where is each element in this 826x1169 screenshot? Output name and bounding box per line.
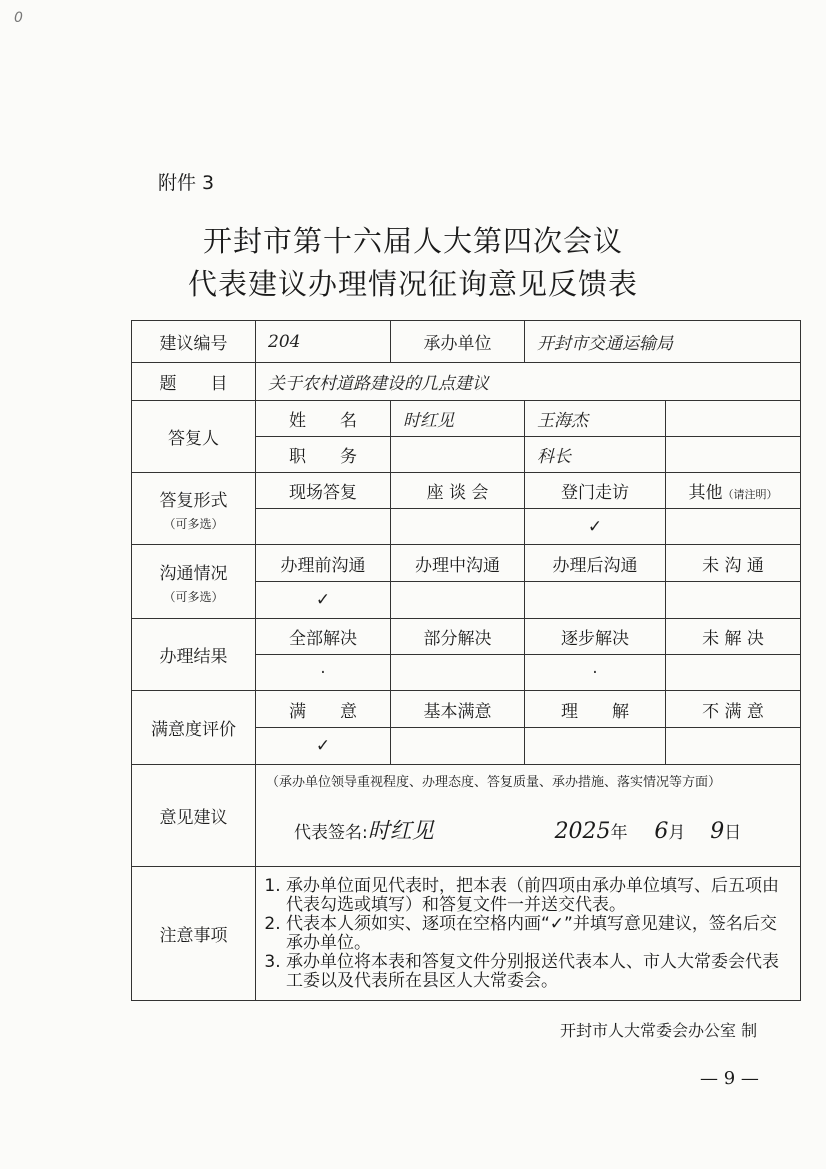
comm-option-after: 办理后沟通 bbox=[525, 545, 666, 582]
sat-option-understand: 理 解 bbox=[525, 691, 666, 728]
notes-item-1: 1. 承办单位面见代表时，把本表（前四项由承办单位填写、后五项由代表勾选或填写）和答复文件一并送交代表。 bbox=[286, 877, 790, 915]
duty-label: 职 务 bbox=[256, 437, 391, 473]
sat-option-unsatisfied: 不 满 意 bbox=[666, 691, 801, 728]
duty-value-2: 科长 bbox=[525, 437, 666, 473]
result-option-part: 部分解决 bbox=[391, 619, 525, 655]
result-option-gradual: 逐步解决 bbox=[525, 619, 666, 655]
comm-check-none[interactable] bbox=[666, 582, 801, 619]
reply-form-sub: （可多选） bbox=[163, 516, 224, 531]
attachment-label: 附件 3 bbox=[158, 172, 215, 194]
responder-label: 答复人 bbox=[132, 401, 256, 473]
result-check-part[interactable] bbox=[391, 655, 525, 691]
sat-check-satisfied[interactable]: ✓ bbox=[256, 728, 391, 765]
sat-check-basic[interactable] bbox=[391, 728, 525, 765]
sat-check-understand[interactable] bbox=[525, 728, 666, 765]
undertaking-unit-value: 开封市交通运输局 bbox=[525, 321, 801, 363]
notes-item-3: 3. 承办单位将本表和答复文件分别报送代表本人、市人大常委会代表工委以及代表所在县区人大常委会。 bbox=[286, 953, 790, 991]
notes-item-2: 2. 代表本人须如实、逐项在空格内画“✓”并填写意见建议，签名后交承办单位。 bbox=[286, 915, 790, 953]
result-label: 办理结果 bbox=[132, 619, 256, 691]
reply-check-other[interactable] bbox=[666, 509, 801, 545]
opinion-cell[interactable] bbox=[256, 765, 801, 867]
suggestion-number-value: 204 bbox=[256, 321, 391, 363]
reply-check-visit[interactable]: ✓ bbox=[525, 509, 666, 545]
result-check-none[interactable] bbox=[666, 655, 801, 691]
result-option-none: 未 解 决 bbox=[666, 619, 801, 655]
topic-value: 关于农村道路建设的几点建议 bbox=[256, 363, 801, 401]
sat-option-basic: 基本满意 bbox=[391, 691, 525, 728]
opinion-label: 意见建议 bbox=[132, 765, 256, 867]
reply-form-label: 答复形式 bbox=[159, 490, 228, 511]
name-value-1: 时红见 bbox=[391, 401, 525, 437]
page-number: — 9 — bbox=[700, 1068, 759, 1089]
signature-label: 代表签名: bbox=[294, 823, 368, 843]
reply-check-onsite[interactable] bbox=[256, 509, 391, 545]
form-title-line1: 开封市第十六届人大第四次会议 bbox=[202, 224, 623, 258]
comm-check-during[interactable] bbox=[391, 582, 525, 619]
reply-check-meeting[interactable] bbox=[391, 509, 525, 545]
signature-value: 时红见 bbox=[367, 819, 434, 844]
date-day: 9 bbox=[710, 819, 725, 844]
corner-mark: 0 bbox=[14, 10, 23, 26]
reply-option-onsite: 现场答复 bbox=[256, 473, 391, 509]
date-month: 6 bbox=[654, 819, 669, 844]
signature-row bbox=[256, 814, 800, 845]
reply-option-meeting: 座 谈 会 bbox=[391, 473, 525, 509]
reply-option-visit: 登门走访 bbox=[525, 473, 666, 509]
date-year: 2025 bbox=[554, 819, 611, 844]
feedback-form-table bbox=[131, 320, 801, 1001]
result-option-all: 全部解决 bbox=[256, 619, 391, 655]
result-check-gradual[interactable]: · bbox=[525, 655, 666, 691]
reply-option-other-label: 其他 bbox=[688, 483, 723, 503]
date-day-char: 日 bbox=[724, 823, 742, 843]
reply-option-other bbox=[666, 473, 801, 509]
duty-value-3 bbox=[666, 437, 801, 473]
name-label: 姓 名 bbox=[256, 401, 391, 437]
suggestion-number-label: 建议编号 bbox=[132, 321, 256, 363]
sat-check-unsatisfied[interactable] bbox=[666, 728, 801, 765]
date-month-char: 月 bbox=[668, 823, 686, 843]
comm-option-none: 未 沟 通 bbox=[666, 545, 801, 582]
comm-check-after[interactable] bbox=[525, 582, 666, 619]
communication-sub: （可多选） bbox=[163, 589, 224, 604]
communication-label-cell bbox=[132, 545, 256, 619]
comm-check-before[interactable]: ✓ bbox=[256, 582, 391, 619]
communication-label: 沟通情况 bbox=[159, 563, 228, 584]
result-check-all[interactable]: · bbox=[256, 655, 391, 691]
footer-issuer: 开封市人大常委会办公室 制 bbox=[560, 1021, 758, 1040]
notes-cell bbox=[256, 867, 801, 1001]
name-value-3 bbox=[666, 401, 801, 437]
reply-form-label-cell bbox=[132, 473, 256, 545]
topic-label: 题 目 bbox=[132, 363, 256, 401]
notes-list bbox=[266, 877, 790, 991]
form-title-line2: 代表建议办理情况征询意见反馈表 bbox=[187, 267, 638, 301]
undertaking-unit-label: 承办单位 bbox=[391, 321, 525, 363]
duty-value-1 bbox=[391, 437, 525, 473]
opinion-hint: （承办单位领导重视程度、办理态度、答复质量、承办措施、落实情况等方面） bbox=[266, 775, 722, 790]
sat-option-satisfied: 满 意 bbox=[256, 691, 391, 728]
comm-option-during: 办理中沟通 bbox=[391, 545, 525, 582]
date-year-char: 年 bbox=[610, 823, 628, 843]
notes-label: 注意事项 bbox=[132, 867, 256, 1001]
reply-option-other-note: （请注明） bbox=[722, 488, 778, 501]
comm-option-before: 办理前沟通 bbox=[256, 545, 391, 582]
satisfaction-label: 满意度评价 bbox=[132, 691, 256, 765]
name-value-2: 王海杰 bbox=[525, 401, 666, 437]
